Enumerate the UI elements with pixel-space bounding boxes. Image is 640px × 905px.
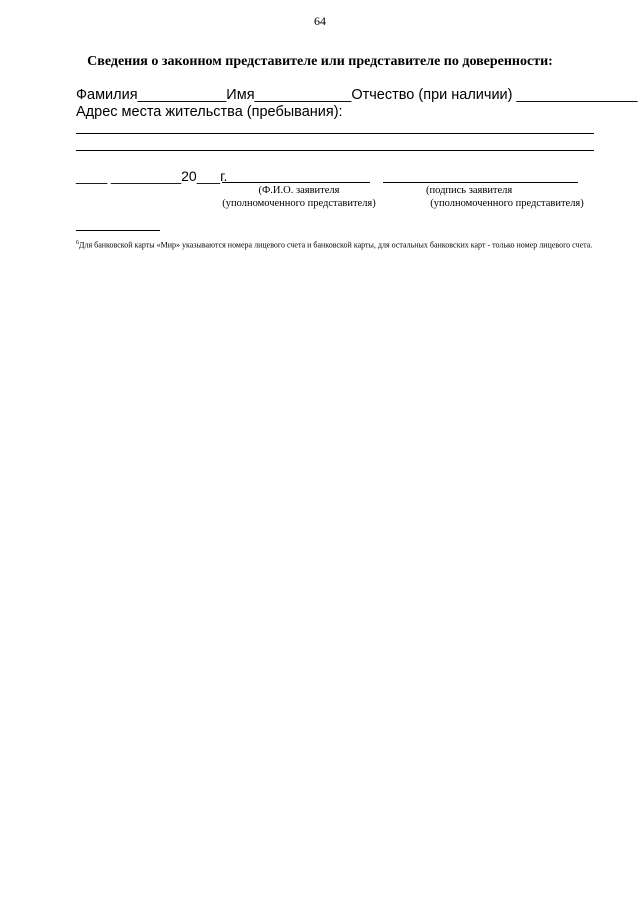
sign-caption-line2: (уполномоченного представителя) [430, 198, 584, 209]
footnote-marker: 6 [76, 240, 79, 246]
name-caption [212, 184, 386, 210]
date-row [76, 168, 227, 184]
footnote-body: Для банковской карты «Мир» указываются номера лицевого счета и банковской карты, для остальных банковских карт - только номер лицевого счета. [79, 240, 593, 250]
address-line-2 [76, 150, 594, 151]
month-blank: _________ [111, 168, 182, 184]
signature-line [383, 182, 578, 183]
name-caption-line1: (Ф.И.О. заявителя [258, 185, 340, 196]
address-line-1 [76, 133, 594, 134]
sign-caption-line1: (подпись заявителя [426, 185, 513, 196]
day-blank: ____ [76, 168, 108, 184]
surname-blank: ___________ [137, 87, 227, 103]
name-fields-row [76, 87, 637, 103]
year-prefix: 20 [181, 168, 197, 184]
page-number: 64 [314, 14, 326, 28]
year-suffix: г. [220, 168, 228, 184]
section-heading: Сведения о законном представителе или представителе по доверенности: [87, 54, 553, 69]
name-blank: ____________ [254, 87, 352, 103]
patronymic-blank: _______________ [516, 87, 638, 103]
footnote-separator [76, 230, 160, 231]
name-label: Имя [226, 87, 255, 103]
address-label: Адрес места жительства (пребывания): [76, 104, 343, 120]
year-blank: ___ [196, 168, 221, 184]
name-signature-line [222, 182, 370, 183]
signature-caption [412, 184, 602, 210]
patronymic-label: Отчество (при наличии) [351, 87, 513, 103]
footnote [76, 238, 594, 251]
name-caption-line2: (уполномоченного представителя) [222, 198, 376, 209]
surname-label: Фамилия [76, 87, 138, 103]
